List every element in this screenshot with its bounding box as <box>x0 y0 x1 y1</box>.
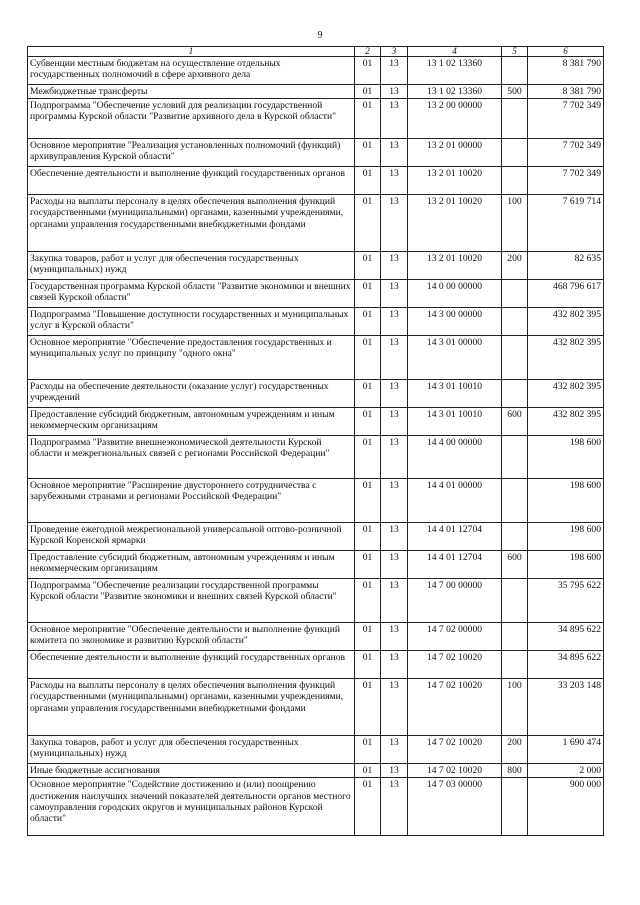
cell-sum: 82 635 <box>528 252 604 280</box>
table-row <box>28 167 604 195</box>
cell-pr: 13 <box>381 139 408 167</box>
cell-vr: 600 <box>502 408 528 436</box>
cell-sum: 34 895 622 <box>528 651 604 679</box>
page-number: 9 <box>317 30 323 41</box>
cell-pr: 13 <box>381 57 408 85</box>
cell-csr: 14 3 00 00000 <box>408 308 502 336</box>
cell-csr: 14 7 02 10020 <box>408 679 502 736</box>
cell-vr <box>502 280 528 308</box>
cell-sum: 7 619 714 <box>528 195 604 252</box>
cell-sum: 900 000 <box>528 778 604 836</box>
table-row <box>28 85 604 99</box>
cell-name: Подпрограмма "Обеспечение реализации государственной программы Курской области "Развитие экономики и внешних связей Курской области" <box>28 579 355 623</box>
table-row <box>28 252 604 280</box>
cell-vr <box>502 651 528 679</box>
cell-sum: 7 702 349 <box>528 167 604 195</box>
cell-name: Государственная программа Курской области "Развитие экономики и внешних связей Курской области" <box>28 280 355 308</box>
cell-name: Расходы на выплаты персоналу в целях обеспечения выполнения функций государственными (муниципальными) органами, казенными учреждениями, органами управления государственными внебюджетными фондами <box>28 195 355 252</box>
cell-sum: 432 802 395 <box>528 408 604 436</box>
cell-rz: 01 <box>355 651 381 679</box>
cell-name: Основное мероприятие "Расширение двустороннего сотрудничества с зарубежными странами и регионами Российской Федерации" <box>28 479 355 523</box>
cell-vr: 100 <box>502 195 528 252</box>
cell-name: Основное мероприятие "Обеспечение деятельности и выполнение функций комитета по экономике и развитию Курской области" <box>28 623 355 651</box>
cell-sum: 198 600 <box>528 479 604 523</box>
table-row <box>28 308 604 336</box>
cell-rz: 01 <box>355 195 381 252</box>
column-header: 4 <box>408 47 502 57</box>
table-row <box>28 736 604 764</box>
cell-vr <box>502 523 528 551</box>
cell-name: Иные бюджетные ассигнования <box>28 764 355 778</box>
cell-csr: 14 7 00 00000 <box>408 579 502 623</box>
cell-name: Основное мероприятие "Обеспечение предоставления государственных и муниципальных услуг по принципу "одного окна" <box>28 336 355 380</box>
cell-sum: 7 702 349 <box>528 139 604 167</box>
cell-rz: 01 <box>355 436 381 479</box>
table-row <box>28 436 604 479</box>
cell-pr: 13 <box>381 623 408 651</box>
cell-sum: 198 600 <box>528 436 604 479</box>
cell-name: Предоставление субсидий бюджетным, автономным учреждениям и иным некоммерческим организациям <box>28 408 355 436</box>
cell-csr: 13 2 01 10020 <box>408 252 502 280</box>
cell-pr: 13 <box>381 764 408 778</box>
cell-rz: 01 <box>355 336 381 380</box>
cell-name: Субвенции местным бюджетам на осуществление отдельных государственных полномочий в сфере архивного дела <box>28 57 355 85</box>
cell-name: Обеспечение деятельности и выполнение функций государственных органов <box>28 651 355 679</box>
column-header: 2 <box>355 47 381 57</box>
cell-vr <box>502 579 528 623</box>
cell-rz: 01 <box>355 85 381 99</box>
cell-pr: 13 <box>381 436 408 479</box>
cell-vr: 800 <box>502 764 528 778</box>
cell-pr: 13 <box>381 651 408 679</box>
cell-vr <box>502 623 528 651</box>
table-row <box>28 651 604 679</box>
cell-rz: 01 <box>355 479 381 523</box>
cell-pr: 13 <box>381 551 408 579</box>
table-row <box>28 280 604 308</box>
cell-csr: 14 4 01 00000 <box>408 479 502 523</box>
cell-csr: 14 7 02 00000 <box>408 623 502 651</box>
cell-vr <box>502 139 528 167</box>
cell-pr: 13 <box>381 308 408 336</box>
cell-csr: 14 4 01 12704 <box>408 551 502 579</box>
cell-csr: 13 2 01 10020 <box>408 167 502 195</box>
cell-vr <box>502 57 528 85</box>
cell-name: Проведение ежегодной межрегиональной универсальной оптово-розничной Курской Коренской ярмарки <box>28 523 355 551</box>
cell-vr: 200 <box>502 736 528 764</box>
cell-pr: 13 <box>381 579 408 623</box>
table-row <box>28 336 604 380</box>
cell-sum: 468 796 617 <box>528 280 604 308</box>
cell-csr: 13 1 02 13360 <box>408 57 502 85</box>
cell-csr: 13 2 01 00000 <box>408 139 502 167</box>
cell-vr <box>502 167 528 195</box>
cell-rz: 01 <box>355 778 381 836</box>
cell-pr: 13 <box>381 252 408 280</box>
cell-pr: 13 <box>381 778 408 836</box>
cell-rz: 01 <box>355 408 381 436</box>
cell-csr: 14 7 02 10020 <box>408 736 502 764</box>
cell-rz: 01 <box>355 99 381 139</box>
cell-name: Подпрограмма "Повышение доступности государственных и муниципальных услуг в Курской области" <box>28 308 355 336</box>
cell-rz: 01 <box>355 551 381 579</box>
table-row <box>28 778 604 836</box>
cell-csr: 14 3 01 10010 <box>408 380 502 408</box>
column-header: 6 <box>528 47 604 57</box>
cell-sum: 7 702 349 <box>528 99 604 139</box>
cell-csr: 14 4 01 12704 <box>408 523 502 551</box>
cell-pr: 13 <box>381 523 408 551</box>
cell-name: Обеспечение деятельности и выполнение функций государственных органов <box>28 167 355 195</box>
cell-name: Подпрограмма "Развитие внешнеэкономической деятельности Курской области и межрегиональных связей с регионами Российской Федерации" <box>28 436 355 479</box>
cell-sum: 35 795 622 <box>528 579 604 623</box>
cell-sum: 34 895 622 <box>528 623 604 651</box>
cell-vr <box>502 436 528 479</box>
column-header: 1 <box>28 47 355 57</box>
cell-csr: 14 7 03 00000 <box>408 778 502 836</box>
cell-pr: 13 <box>381 408 408 436</box>
cell-rz: 01 <box>355 57 381 85</box>
cell-rz: 01 <box>355 623 381 651</box>
cell-vr: 100 <box>502 679 528 736</box>
budget-table <box>27 46 604 836</box>
cell-csr: 14 7 02 10020 <box>408 764 502 778</box>
cell-sum: 8 381 790 <box>528 57 604 85</box>
table-row <box>28 764 604 778</box>
table-row <box>28 195 604 252</box>
cell-rz: 01 <box>355 139 381 167</box>
cell-csr: 14 3 01 00000 <box>408 336 502 380</box>
cell-csr: 14 7 02 10020 <box>408 651 502 679</box>
table-row <box>28 523 604 551</box>
cell-vr <box>502 380 528 408</box>
cell-pr: 13 <box>381 380 408 408</box>
cell-name: Закупка товаров, работ и услуг для обеспечения государственных (муниципальных) нужд <box>28 736 355 764</box>
cell-pr: 13 <box>381 479 408 523</box>
cell-name: Межбюджетные трансферты <box>28 85 355 99</box>
cell-rz: 01 <box>355 280 381 308</box>
cell-vr: 200 <box>502 252 528 280</box>
cell-vr <box>502 479 528 523</box>
cell-sum: 432 802 395 <box>528 380 604 408</box>
cell-rz: 01 <box>355 764 381 778</box>
table-row <box>28 479 604 523</box>
table-row <box>28 57 604 85</box>
cell-rz: 01 <box>355 579 381 623</box>
cell-name: Основное мероприятие "Содействие достижению и (или) поощрению достижения наилучших значений показателей деятельности органов местного самоуправления городских округов и муниципальных районов Курской области" <box>28 778 355 836</box>
table-row <box>28 139 604 167</box>
cell-sum: 2 000 <box>528 764 604 778</box>
cell-csr: 13 2 00 00000 <box>408 99 502 139</box>
cell-name: Закупка товаров, работ и услуг для обеспечения государственных (муниципальных) нужд <box>28 252 355 280</box>
cell-sum: 33 203 148 <box>528 679 604 736</box>
cell-vr <box>502 336 528 380</box>
cell-name: Основное мероприятие "Реализация установленных полномочий (функций) архивуправления Курской области" <box>28 139 355 167</box>
cell-rz: 01 <box>355 523 381 551</box>
cell-rz: 01 <box>355 167 381 195</box>
cell-name: Расходы на выплаты персоналу в целях обеспечения выполнения функций государственными (муниципальными) органами, казенными учреждениями, органами управления государственными внебюджетными фондами <box>28 679 355 736</box>
cell-sum: 432 802 395 <box>528 308 604 336</box>
cell-pr: 13 <box>381 280 408 308</box>
table-row <box>28 99 604 139</box>
cell-pr: 13 <box>381 736 408 764</box>
cell-pr: 13 <box>381 99 408 139</box>
cell-vr <box>502 778 528 836</box>
cell-csr: 14 3 01 10010 <box>408 408 502 436</box>
cell-vr <box>502 308 528 336</box>
cell-name: Подпрограмма "Обеспечение условий для реализации государственной программы Курской области "Развитие архивного дела в Курской области" <box>28 99 355 139</box>
cell-sum: 1 690 474 <box>528 736 604 764</box>
cell-rz: 01 <box>355 380 381 408</box>
table-header-row <box>28 47 604 57</box>
column-header: 3 <box>381 47 408 57</box>
table-row <box>28 579 604 623</box>
cell-csr: 14 4 00 00000 <box>408 436 502 479</box>
cell-vr: 500 <box>502 85 528 99</box>
table-row <box>28 408 604 436</box>
table-row <box>28 380 604 408</box>
cell-pr: 13 <box>381 167 408 195</box>
cell-csr: 13 1 02 13360 <box>408 85 502 99</box>
cell-pr: 13 <box>381 336 408 380</box>
cell-csr: 14 0 00 00000 <box>408 280 502 308</box>
cell-pr: 13 <box>381 85 408 99</box>
cell-name: Расходы на обеспечение деятельности (оказание услуг) государственных учреждений <box>28 380 355 408</box>
table-row <box>28 623 604 651</box>
table-body <box>28 57 604 836</box>
cell-csr: 13 2 01 10020 <box>408 195 502 252</box>
cell-rz: 01 <box>355 308 381 336</box>
table-row <box>28 679 604 736</box>
cell-vr: 600 <box>502 551 528 579</box>
cell-sum: 198 600 <box>528 523 604 551</box>
cell-rz: 01 <box>355 736 381 764</box>
table-row <box>28 551 604 579</box>
cell-rz: 01 <box>355 679 381 736</box>
cell-pr: 13 <box>381 679 408 736</box>
cell-sum: 198 600 <box>528 551 604 579</box>
cell-sum: 432 802 395 <box>528 336 604 380</box>
column-header: 5 <box>502 47 528 57</box>
cell-rz: 01 <box>355 252 381 280</box>
cell-pr: 13 <box>381 195 408 252</box>
cell-vr <box>502 99 528 139</box>
cell-sum: 8 381 790 <box>528 85 604 99</box>
cell-name: Предоставление субсидий бюджетным, автономным учреждениям и иным некоммерческим организациям <box>28 551 355 579</box>
